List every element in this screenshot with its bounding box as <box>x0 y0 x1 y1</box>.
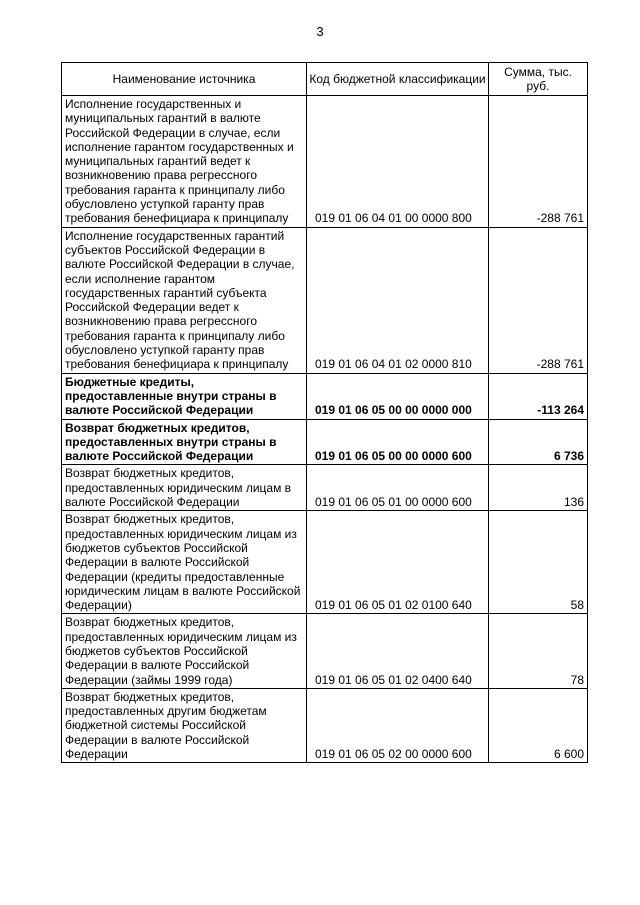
row-sum: -288 761 <box>489 96 588 228</box>
row-sum: 6 736 <box>489 419 588 465</box>
row-source-name: Возврат бюджетных кредитов, предоставленных юридическим лицам в валюте Российской Федерации <box>62 465 307 511</box>
table-row <box>62 419 588 465</box>
row-sum: -113 264 <box>489 373 588 419</box>
row-budget-code: 019 01 06 04 01 02 0000 810 <box>307 227 489 373</box>
table-row <box>62 465 588 511</box>
table-row <box>62 227 588 373</box>
row-budget-code: 019 01 06 05 01 00 0000 600 <box>307 465 489 511</box>
row-source-name: Возврат бюджетных кредитов, предоставленных юридическим лицам из бюджетов субъектов Российской Федерации в валюте Российской Федерации (займы 1999 года) <box>62 614 307 688</box>
row-budget-code: 019 01 06 05 00 00 0000 000 <box>307 373 489 419</box>
row-source-name: Возврат бюджетных кредитов, предоставленных другим бюджетам бюджетной системы Российской Федерации в валюте Российской Федерации <box>62 688 307 762</box>
table-row <box>62 511 588 614</box>
row-source-name: Возврат бюджетных кредитов, предоставленных юридическим лицам из бюджетов субъектов Российской Федерации в валюте Российской Федерации (кредиты предоставленные юридическим лицам в валюте Российской Федерации) <box>62 511 307 614</box>
page-number: 3 <box>316 24 324 39</box>
row-sum: -288 761 <box>489 227 588 373</box>
row-budget-code: 019 01 06 05 01 02 0100 640 <box>307 511 489 614</box>
table-row <box>62 373 588 419</box>
table-row <box>62 96 588 228</box>
header-budget-code: Код бюджетной классификации <box>307 63 489 96</box>
row-sum: 6 600 <box>489 688 588 762</box>
row-budget-code: 019 01 06 04 01 00 0000 800 <box>307 96 489 228</box>
row-sum: 78 <box>489 614 588 688</box>
header-source-name: Наименование источника <box>62 63 307 96</box>
row-source-name: Исполнение государственных и муниципальных гарантий в валюте Российской Федерации в случае, если исполнение гарантом государственных и муниципальных гарантий ведет к возникновению права регрессного требования гаранта к принципалу либо обусловлено уступкой гаранту прав требования бенефициара к принципалу <box>62 96 307 228</box>
table-row <box>62 614 588 688</box>
row-source-name: Бюджетные кредиты, предоставленные внутри страны в валюте Российской Федерации <box>62 373 307 419</box>
row-sum: 136 <box>489 465 588 511</box>
table-row <box>62 688 588 762</box>
row-sum: 58 <box>489 511 588 614</box>
row-source-name: Исполнение государственных гарантий субъектов Российской Федерации в валюте Российской Федерации в случае, если исполнение гарантом государственных гарантий субъекта Российской Федерации ведет к возникновению права регрессного требования гаранта к принципалу либо обусловлено уступкой гаранту прав требования бенефициара к принципалу <box>62 227 307 373</box>
table-header-row <box>62 63 588 96</box>
header-sum: Сумма, тыс. руб. <box>489 63 588 96</box>
row-budget-code: 019 01 06 05 01 02 0400 640 <box>307 614 489 688</box>
budget-sources-table <box>61 62 588 763</box>
row-budget-code: 019 01 06 05 00 00 0000 600 <box>307 419 489 465</box>
row-budget-code: 019 01 06 05 02 00 0000 600 <box>307 688 489 762</box>
row-source-name: Возврат бюджетных кредитов, предоставленных внутри страны в валюте Российской Федерации <box>62 419 307 465</box>
